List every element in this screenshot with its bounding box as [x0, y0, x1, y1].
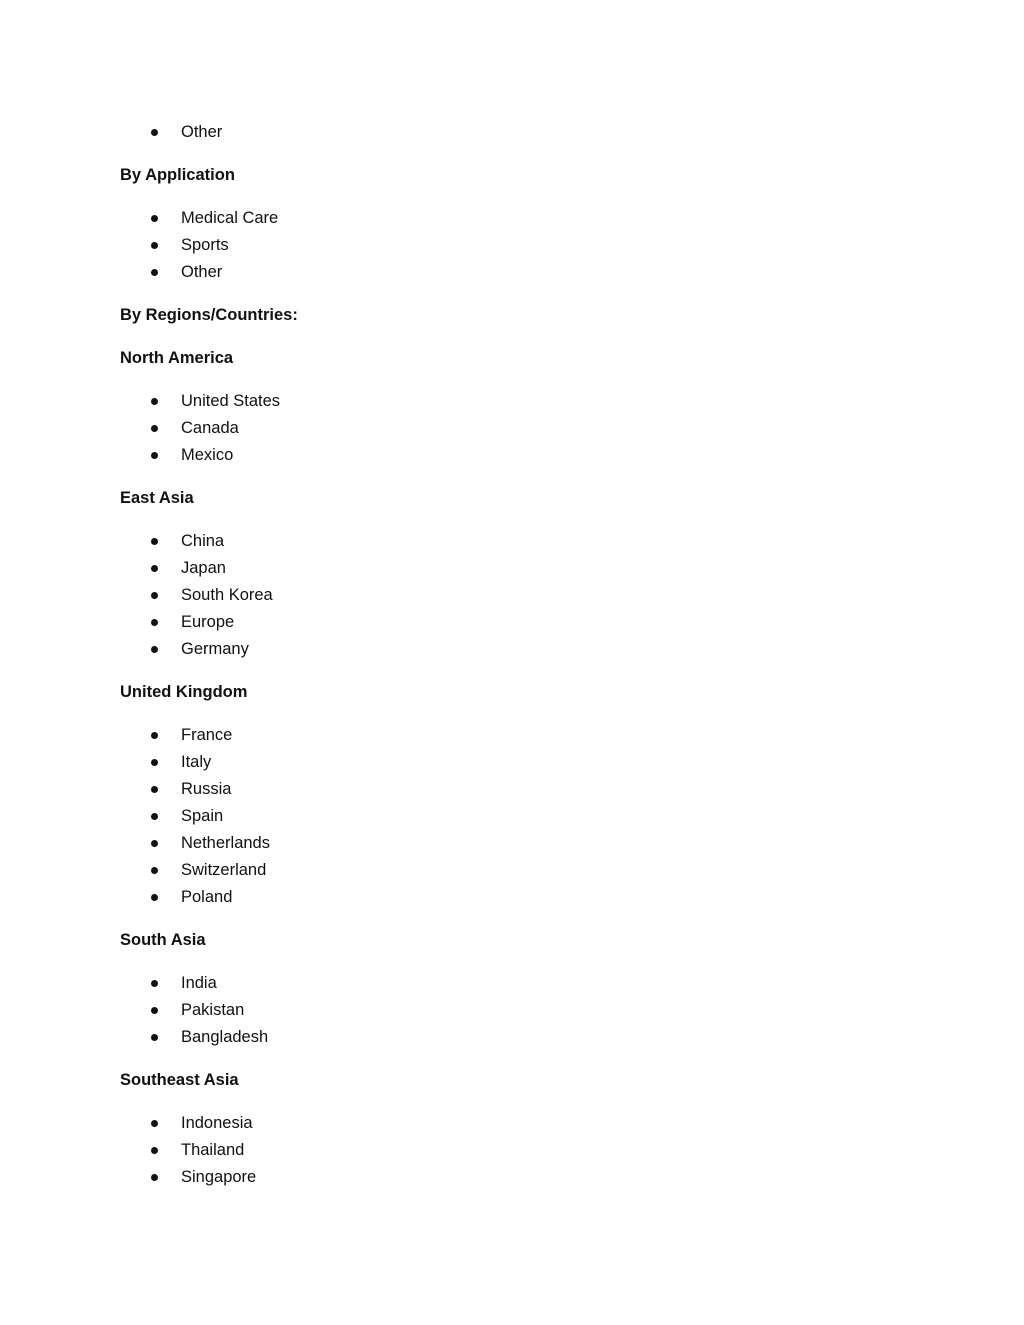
bullet-icon [151, 242, 158, 249]
list-item-label: France [181, 726, 233, 744]
bullet-icon [151, 732, 158, 739]
heading-south-asia: South Asia [120, 931, 206, 949]
list-item-label: Europe [181, 613, 235, 631]
list-item [120, 555, 900, 582]
list-item-label: India [181, 974, 217, 992]
bullet-icon [151, 1174, 158, 1181]
heading-southeast-asia: Southeast Asia [120, 1071, 239, 1089]
bullet-icon [151, 215, 158, 222]
list-item [120, 722, 900, 749]
list-item [120, 884, 900, 911]
list-item [120, 970, 900, 997]
list-item [120, 776, 900, 803]
list-item [120, 997, 900, 1024]
list-item [120, 803, 900, 830]
bullet-icon [151, 398, 158, 405]
bullet-icon [151, 759, 158, 766]
list-item-label: Bangladesh [181, 1028, 269, 1046]
list-item [120, 1024, 900, 1051]
heading-regions: By Regions/Countries: [120, 306, 298, 324]
southeast-asia-list [120, 1110, 900, 1191]
list-item [120, 442, 900, 469]
list-item [120, 830, 900, 857]
heading-north-america: North America [120, 349, 234, 367]
list-item [120, 1137, 900, 1164]
list-item-label: Japan [181, 559, 226, 577]
list-item-label: Sports [181, 236, 229, 254]
bullet-icon [151, 867, 158, 874]
bullet-icon [151, 1007, 158, 1014]
list-item [120, 1164, 900, 1191]
east-asia-list [120, 528, 900, 663]
list-item-label: Italy [181, 753, 212, 771]
list-item [120, 119, 900, 146]
list-item [120, 749, 900, 776]
united-kingdom-list [120, 722, 900, 911]
list-item [120, 528, 900, 555]
bullet-icon [151, 813, 158, 820]
list-item-label: Indonesia [181, 1114, 253, 1132]
list-item [120, 636, 900, 663]
bullet-icon [151, 1120, 158, 1127]
list-item-label: China [181, 532, 225, 550]
bullet-icon [151, 452, 158, 459]
list-item-label: Mexico [181, 446, 234, 464]
bullet-icon [151, 129, 158, 136]
list-item [120, 232, 900, 259]
list-item-label: Spain [181, 807, 224, 825]
north-america-list [120, 388, 900, 469]
list-item [120, 609, 900, 636]
list-item [120, 415, 900, 442]
document-content [120, 119, 900, 1191]
bullet-icon [151, 619, 158, 626]
list-item-label: United States [181, 392, 281, 410]
list-item [120, 259, 900, 286]
list-item-label: Netherlands [181, 834, 270, 852]
bullet-icon [151, 786, 158, 793]
list-item-label: Medical Care [181, 209, 279, 227]
south-asia-list [120, 970, 900, 1051]
list-item-label: Singapore [181, 1168, 257, 1186]
bullet-icon [151, 565, 158, 572]
application-list [120, 205, 900, 286]
list-item [120, 857, 900, 884]
bullet-icon [151, 840, 158, 847]
bullet-icon [151, 425, 158, 432]
heading-united-kingdom: United Kingdom [120, 683, 248, 701]
bullet-icon [151, 1147, 158, 1154]
list-item-label: South Korea [181, 586, 273, 604]
bullet-icon [151, 592, 158, 599]
list-item-label: Pakistan [181, 1001, 245, 1019]
list-item-label: Switzerland [181, 861, 267, 879]
list-item-label: Canada [181, 419, 239, 437]
list-item [120, 582, 900, 609]
list-item-label: Poland [181, 888, 233, 906]
bullet-icon [151, 646, 158, 653]
list-item-label: Germany [181, 640, 249, 658]
list-item-label: Russia [181, 780, 232, 798]
list-item [120, 388, 900, 415]
top-list [120, 119, 900, 146]
list-item [120, 1110, 900, 1137]
list-item-label: Other [181, 123, 223, 141]
heading-east-asia: East Asia [120, 489, 194, 507]
bullet-icon [151, 269, 158, 276]
bullet-icon [151, 1034, 158, 1041]
bullet-icon [151, 894, 158, 901]
list-item-label: Other [181, 263, 223, 281]
list-item [120, 205, 900, 232]
bullet-icon [151, 980, 158, 987]
heading-by-application: By Application [120, 166, 235, 184]
bullet-icon [151, 538, 158, 545]
list-item-label: Thailand [181, 1141, 245, 1159]
